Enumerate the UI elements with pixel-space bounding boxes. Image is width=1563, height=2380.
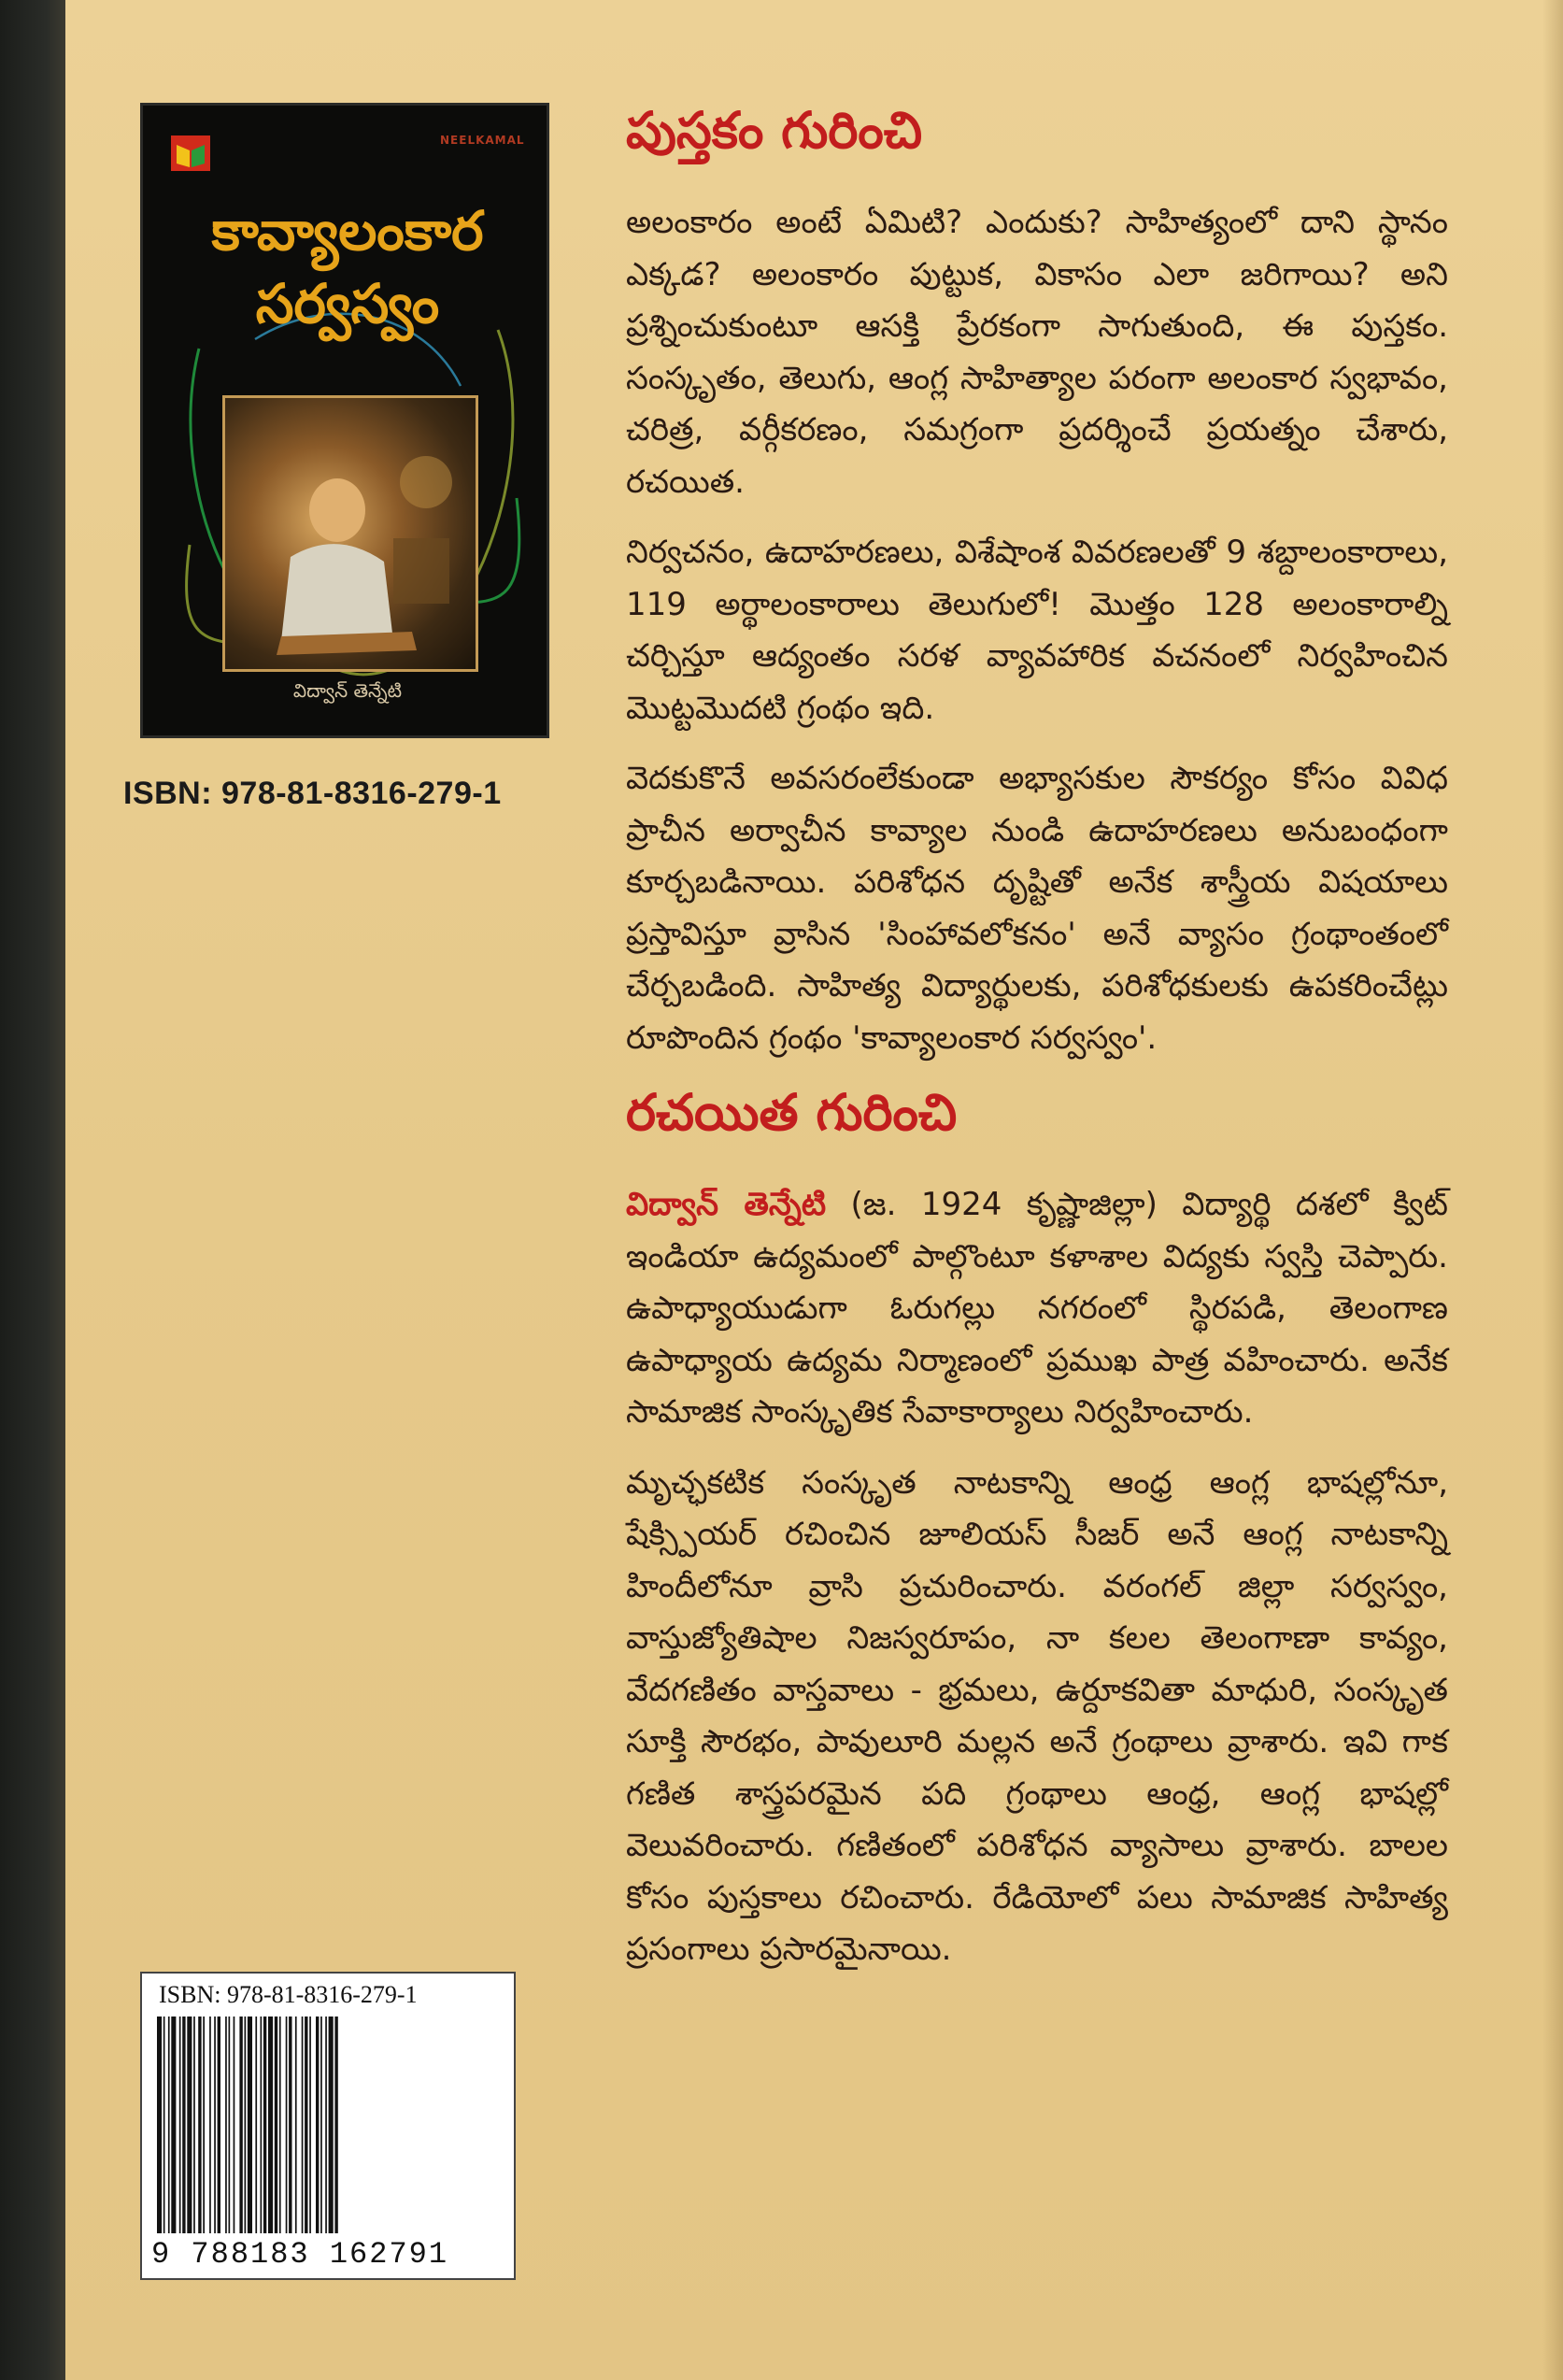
barcode-bar <box>289 2017 291 2233</box>
barcode-bar <box>334 2017 337 2233</box>
publisher-logo-icon <box>171 135 210 171</box>
barcode-bar <box>187 2017 192 2233</box>
thumbnail-title-line1: కావ్యాలంకార <box>211 199 484 263</box>
about-book-paragraph-3: వెదకుకొనే అవసరంలేకుండా అభ్యాసకుల సౌకర్యం కోసం వివిధ ప్రాచీన అర్వాచీన కావ్యాల నుండి ఉదాహరణలు అనుబంధంగా కూర్చబడినాయి. పరిశోధన దృష్టితో అనేక శాస్త్రీయ విషయాలు ప్రస్తావిస్తూ వ్రాసిన 'సింహావలోకనం' అనే వ్యాసం గ్రంథాంతంలో చేర్చబడింది. సాహిత్య విద్యార్థులకు, పరిశోధకులకు ఉపకరించేట్లు రూపొందిన గ్రంథం 'కావ్యాలంకార సర్వస్వం'. <box>626 760 1448 1057</box>
barcode-bar <box>302 2017 304 2233</box>
barcode-bar <box>261 2017 263 2233</box>
about-book-paragraph-1: అలంకారం అంటే ఏమిటి? ఎందుకు? సాహిత్యంలో దాని స్థానం ఎక్కడ? అలంకారం పుట్టుక, వికాసం ఎలా జరిగాయి? అని ప్రశ్నించుకుంటూ ఆసక్తి ప్రేరకంగా సాగుతుంది, ఈ పుస్తకం. సంస్కృతం, తెలుగు, ఆంగ్ల సాహిత్యాల పరంగా అలంకార స్వభావం, చరిత్ర, వర్గీకరణం, సమగ్రంగా ప్రదర్శించే ప్రయత్నం చేశారు, రచయిత. <box>626 204 1448 501</box>
barcode-bar <box>275 2017 277 2233</box>
barcode-bar <box>225 2017 227 2233</box>
about-author-heading: రచయిత గురించి <box>626 1083 958 1142</box>
barcode-bar <box>209 2017 211 2233</box>
barcode-bar <box>268 2017 273 2233</box>
thumbnail-title-line2: సర్వస్వం <box>255 272 440 335</box>
barcode-bar <box>168 2017 170 2233</box>
cover-edge-shadow <box>1542 0 1563 2380</box>
about-author-paragraph-1 <box>626 1179 1448 1439</box>
barcode-bar <box>248 2017 252 2233</box>
seated-figure-illustration <box>225 398 476 669</box>
barcode-bar <box>309 2017 311 2233</box>
barcode-bar <box>234 2017 235 2233</box>
barcode-bar <box>316 2017 319 2233</box>
barcode-bar <box>218 2017 220 2233</box>
barcode-box <box>140 1972 516 2280</box>
barcode-bar <box>263 2017 266 2233</box>
barcode-bar <box>203 2017 205 2233</box>
barcode-bar <box>305 2017 307 2233</box>
barcode-bar <box>245 2017 247 2233</box>
barcode-bar <box>182 2017 185 2233</box>
barcode-bar <box>279 2017 281 2233</box>
isbn-label: ISBN: 978-81-8316-279-1 <box>123 776 502 811</box>
barcode-isbn-text: ISBN: 978-81-8316-279-1 <box>159 1981 418 2008</box>
barcode-bar <box>163 2017 165 2233</box>
barcode-bar <box>157 2017 162 2233</box>
barcode-bar <box>320 2017 322 2233</box>
barcode-bar <box>329 2017 334 2233</box>
barcode-bar <box>214 2017 216 2233</box>
about-author-paragraph-2: మృచ్ఛకటిక సంస్కృత నాటకాన్ని ఆంధ్ర ఆంగ్ల భాషల్లోనూ, షేక్స్పియర్ రచించిన జూలియస్ సీజర్ అనే ఆంగ్ల నాటకాన్ని హిందీలోనూ వ్రాసి ప్రచురించారు. వరంగల్ జిల్లా సర్వస్వం, వాస్తుజ్యోతిషాల నిజస్వరూపం, నా కలల తెలంగాణా కావ్యం, వేదగణితం వాస్తవాలు - భ్రమలు, ఉర్దూకవితా మాధురి, సంస్కృత సూక్తి సౌరభం, పావులూరి మల్లన అనే గ్రంథాలు వ్రాశారు. ఇవి గాక గణిత శాస్త్రపరమైన పది గ్రంథాలు ఆంధ్ర, ఆంగ్ల భాషల్లో వెలువరించారు. గణితంలో పరిశోధన వ్యాసాలు వ్రాశారు. బాలల కోసం పుస్తకాలు రచించారు. రేడియోలో పలు సామాజిక సాహిత్య ప్రసంగాలు ప్రసారమైనాయి. <box>626 1463 1448 1968</box>
about-book-heading: పుస్తకం గురించి <box>626 101 923 160</box>
text-column <box>626 101 1448 1995</box>
barcode-icon <box>155 2017 503 2233</box>
barcode-bar <box>229 2017 231 2233</box>
cover-painting <box>222 395 478 672</box>
thumbnail-author: విద్వాన్ తెన్నేటి <box>292 679 403 702</box>
barcode-bar <box>325 2017 327 2233</box>
barcode-bar <box>193 2017 195 2233</box>
barcode-bar <box>171 2017 176 2233</box>
about-author-paragraph-1-text: (జ. 1924 కృష్ణాజిల్లా) విద్యార్థి దశలో క్విట్ ఇండియా ఉద్యమంలో పాల్గొంటూ కళాశాల విద్యకు స్వస్తి చెప్పారు. ఉపాధ్యాయుడుగా ఓరుగల్లు నగరంలో స్థిరపడి, తెలంగాణ ఉపాధ్యాయ ఉద్యమ నిర్మాణంలో ప్రముఖ పాత్ర వహించారు. అనేక సామాజిక సాంస్కృతిక సేవాకార్యాలు నిర్వహించారు. <box>626 1186 1448 1431</box>
thumbnail-publisher: NEELKAMAL <box>440 134 525 147</box>
book-spine <box>0 0 65 2380</box>
barcode-bar <box>179 2017 181 2233</box>
barcode-bar <box>198 2017 201 2233</box>
about-book-paragraph-2: నిర్వచనం, ఉదాహరణలు, విశేషాంశ వివరణలతో 9 శబ్దాలంకారాలు, 119 అర్థాలంకారాలు తెలుగులో! మొత్తం 128 అలంకారాల్ని చర్చిస్తూ ఆద్యంతం సరళ వ్యావహారిక వచనంలో నిర్వహించిన మొట్టమొదటి గ్రంథం ఇది. <box>626 534 1448 727</box>
author-name: విద్వాన్ తెన్నేటి <box>626 1186 827 1223</box>
barcode-bar <box>286 2017 288 2233</box>
barcode-bar <box>239 2017 242 2233</box>
front-cover-thumbnail <box>140 103 549 738</box>
barcode-bar <box>255 2017 257 2233</box>
barcode-digits: 9 788183 162791 <box>151 2237 449 2272</box>
barcode-bar <box>295 2017 297 2233</box>
